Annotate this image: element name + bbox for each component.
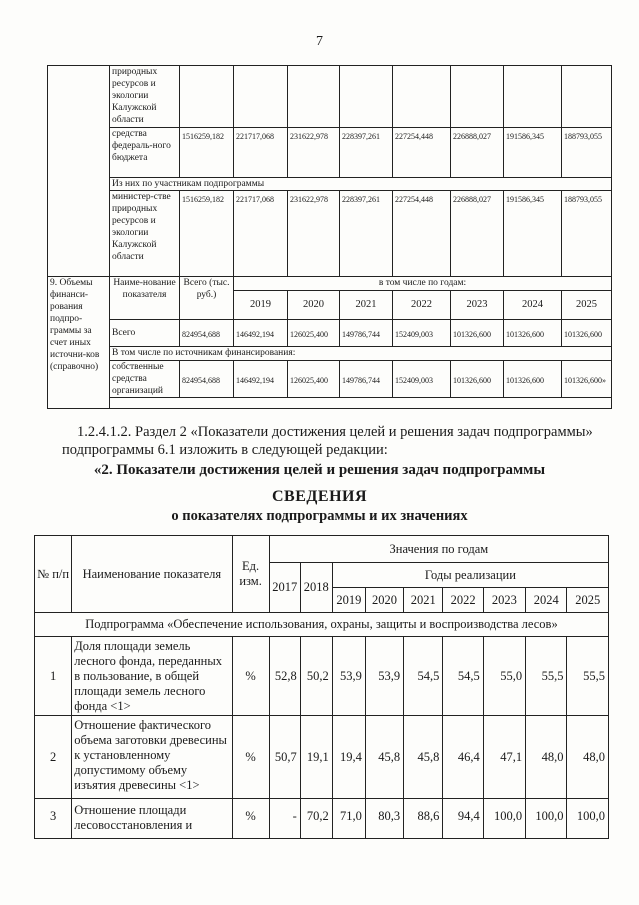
cell: 71,0	[332, 799, 365, 839]
cell: 80,3	[365, 799, 403, 839]
year-header: 2018	[300, 563, 332, 613]
cell: -	[269, 799, 300, 839]
cell: 55,0	[483, 637, 525, 716]
table-row	[35, 799, 609, 839]
unit: %	[232, 716, 269, 799]
table-row	[48, 320, 612, 347]
cell: 126025,400	[288, 361, 340, 398]
year-header: 2017	[269, 563, 300, 613]
cell: 227254,448	[393, 191, 451, 277]
row-d-label: министер-стве природных ресурсов и экологии Калужской области	[110, 191, 180, 277]
cell: 101326,600	[504, 361, 562, 398]
paragraph-line: 1.2.4.1.2. Раздел 2 «Показатели достижения целей и решения задач подпрограммы»	[77, 424, 593, 440]
year-header: 2022	[443, 588, 483, 613]
cell: 1516259,182	[180, 191, 234, 277]
own-funds-label: собственные средства организаций	[110, 361, 180, 398]
cell: 146492,194	[234, 361, 288, 398]
cell: 152409,003	[393, 320, 451, 347]
cell: 824954,688	[180, 361, 234, 398]
paragraph-line: подпрограммы 6.1 изложить в следующей редакции:	[62, 442, 388, 458]
cell: 19,1	[300, 716, 332, 799]
year-header: 2024	[526, 588, 567, 613]
cell: 101326,600	[451, 361, 504, 398]
cell: 126025,400	[288, 320, 340, 347]
unit: %	[232, 637, 269, 716]
table-row	[48, 128, 612, 178]
cell: 227254,448	[393, 128, 451, 178]
year-header: 2022	[393, 291, 451, 320]
table-row	[48, 361, 612, 398]
cell: 101326,600	[504, 320, 562, 347]
year-header: 2023	[451, 291, 504, 320]
cell: 226888,027	[451, 128, 504, 178]
continued-label-cell	[48, 66, 110, 277]
indicators-table	[34, 535, 609, 839]
year-header: 2025	[562, 291, 612, 320]
cell: 94,4	[443, 799, 483, 839]
cell: 231622,978	[288, 128, 340, 178]
year-header: 2020	[288, 291, 340, 320]
cell: 45,8	[404, 716, 443, 799]
cell: 1516259,182	[180, 128, 234, 178]
cell: 45,8	[365, 716, 403, 799]
year-header: 2023	[483, 588, 525, 613]
amendment-paragraph	[62, 423, 610, 459]
row-num: 2	[35, 716, 72, 799]
indicator-name: Доля площади земель лесного фонда, переданных в пользование, в общей площади земель лесного фонда <1>	[72, 637, 232, 716]
cell: 191586,345	[504, 191, 562, 277]
section9-label: 9. Объемы финанси-рования подпро-граммы за счет иных источни-ков (справочно)	[48, 277, 110, 409]
row-a-label: природных ресурсов и экологии Калужской области	[110, 66, 180, 128]
cell: 88,6	[404, 799, 443, 839]
cell: 824954,688	[180, 320, 234, 347]
cell: 46,4	[443, 716, 483, 799]
cell: 47,1	[483, 716, 525, 799]
year-header: 2025	[567, 588, 609, 613]
cell: 101326,600	[451, 320, 504, 347]
cell: 101326,600	[562, 320, 612, 347]
participants-header: Из них по участникам подпрограммы	[110, 178, 612, 191]
name-header: Наиме-нование показателя	[110, 277, 180, 320]
cell: 52,8	[269, 637, 300, 716]
year-header: 2019	[332, 588, 365, 613]
impl-years-header: Годы реализации	[332, 563, 608, 588]
cell: 54,5	[404, 637, 443, 716]
cell: 50,7	[269, 716, 300, 799]
total-header: Всего (тыс. руб.)	[180, 277, 234, 320]
year-header: 2020	[365, 588, 403, 613]
cell: 50,2	[300, 637, 332, 716]
section-heading: «2. Показатели достижения целей и решения задач подпрограммы	[93, 462, 546, 478]
cell: 188793,055	[562, 128, 612, 178]
col-unit-header: Ед. изм.	[232, 536, 269, 613]
cell: 101326,600»	[562, 361, 612, 398]
funding-table	[47, 65, 612, 409]
year-header: 2019	[234, 291, 288, 320]
year-header: 2021	[340, 291, 393, 320]
cell: 70,2	[300, 799, 332, 839]
cell: 100,0	[567, 799, 609, 839]
cell: 55,5	[526, 637, 567, 716]
cell: 146492,194	[234, 320, 288, 347]
cell: 188793,055	[562, 191, 612, 277]
cell: 53,9	[365, 637, 403, 716]
page-number: 7	[316, 34, 323, 49]
cell: 228397,261	[340, 128, 393, 178]
cell: 221717,068	[234, 128, 288, 178]
cell: 48,0	[567, 716, 609, 799]
indicator-name: Отношение площади лесовосстановления и	[72, 799, 232, 839]
total-label: Всего	[110, 320, 180, 347]
cell: 149786,744	[340, 320, 393, 347]
cell: 226888,027	[451, 191, 504, 277]
cell: 152409,003	[393, 361, 451, 398]
table-row	[48, 191, 612, 277]
cell: 19,4	[332, 716, 365, 799]
cell: 100,0	[526, 799, 567, 839]
cell: 100,0	[483, 799, 525, 839]
col-num-header: № п/п	[35, 536, 72, 613]
cell: 53,9	[332, 637, 365, 716]
row-b-label: средства федераль-ного бюджета	[110, 128, 180, 178]
year-header: 2024	[504, 291, 562, 320]
cell: 48,0	[526, 716, 567, 799]
cell: 231622,978	[288, 191, 340, 277]
subprogram-row: Подпрограмма «Обеспечение использования, охраны, защиты и воспроизводства лесов»	[35, 613, 609, 637]
cell: 191586,345	[504, 128, 562, 178]
cell: 54,5	[443, 637, 483, 716]
col-name-header: Наименование показателя	[72, 536, 232, 613]
sources-header: В том числе по источникам финансирования:	[110, 347, 612, 361]
unit: %	[232, 799, 269, 839]
sved-title: СВЕДЕНИЯ	[271, 488, 368, 505]
year-header: 2021	[404, 588, 443, 613]
years-header: в том числе по годам:	[234, 277, 612, 291]
cell: 55,5	[567, 637, 609, 716]
table-row	[35, 716, 609, 799]
table-row	[35, 637, 609, 716]
indicator-name: Отношение фактического объема заготовки древесины к установленному допустимому объему изъятия древесины <1>	[72, 716, 232, 799]
cell: 221717,068	[234, 191, 288, 277]
cell: 228397,261	[340, 191, 393, 277]
row-num: 1	[35, 637, 72, 716]
cell: 149786,744	[340, 361, 393, 398]
sved-subtitle: о показателях подпрограммы и их значениях	[171, 508, 468, 524]
values-by-year-header: Значения по годам	[269, 536, 608, 563]
row-num: 3	[35, 799, 72, 839]
